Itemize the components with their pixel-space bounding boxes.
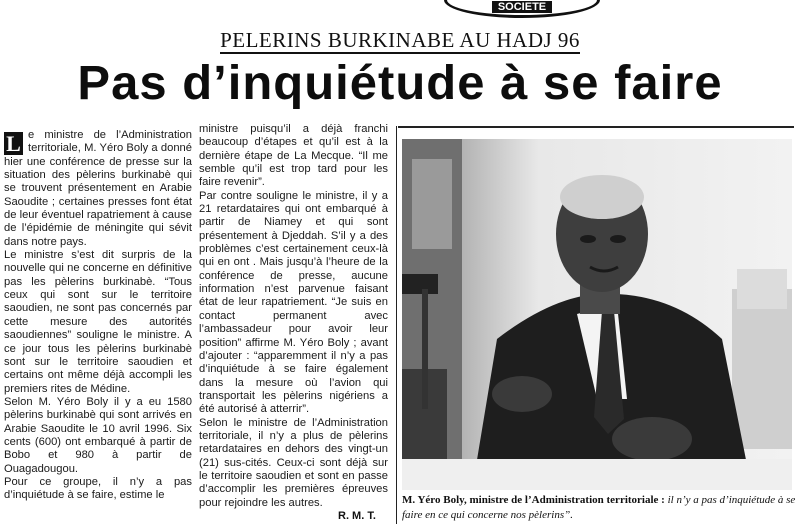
author-signature: R. M. T. (338, 510, 376, 522)
drop-cap: L (4, 132, 23, 155)
rubric-label: SOCIETE (492, 1, 552, 13)
article-column-1 (4, 129, 192, 503)
kicker (0, 28, 800, 53)
col2-paragraph: ministre puisqu’il a déjà franchi beaucoup d’étapes et qu’il est à la dernière étape de La Mecque. “Il me semble qu’il est trop tard pour les faire revenir”. (199, 123, 388, 189)
rubric-tab (444, 0, 600, 18)
kicker-text: PELERINS BURKINABE AU HADJ 96 (220, 28, 580, 52)
photo-caption (402, 493, 796, 523)
col1-paragraph: Selon M. Yéro Boly il y a eu 1580 pèlerins burkinabè qui sont arrivés en Arabie Saoudite le 10 avril 1996. Six cents (600) ont embarqué à partir de Bobo et 980 à partir de Ouagadougou. (4, 395, 192, 475)
col2-paragraph: Par contre souligne le ministre, il y a 21 retardataires qui ont embarqué à partir de Niamey et qui sont présentement à Djeddah. S’il y a des problèmes c’est certainement ceux-là qui en ont . Mais jusqu’à l’heure de la conférence de presse, aucune information n’est parvenue faisant état de leur rapatriement. “Je suis en contact permanent avec l’ambassadeur pour avoir leur position” affirme M. Yéro Boly ; avant d’ajouter : “apparemment il n’y a pas d’inquiétude à se faire également dans la mesure où l’avion qui transportait les pèlerins nigériens a été autorisé à atterrir”. (199, 189, 388, 416)
caption-quote: il n’y a pas d’inquiétude à se faire en ce qui concerne nos pèlerins”. (402, 494, 796, 521)
headline: Pas d’inquiétude à se faire (77, 57, 723, 110)
minister-photo (402, 139, 792, 490)
photo-top-rule (398, 126, 794, 128)
col1-paragraph: e ministre de l’Administration territoriale, M. Yéro Boly a donné hier une conférence de presse sur la situation des pèlerins burkinabè qui se trouvent présentement en Arabie Saoudite ; certaines presses font état de leur éventuel rapatriement à cause de l’épidémie de méningite qui sévit dans notre pays. (4, 129, 192, 248)
col1-paragraph: Le ministre s’est dit surpris de la nouvelle qui ne concerne en définitive pas les pèlerins burkinabè. “Tous ceux qui sont sur le territoire saoudien, ne sont pas concernés par cette mesure des autorités saoudiennes” souligne le ministre. A ce jour tous les pèlerins burkinabè sont sur le territoire saoudien et certains ont même déjà accompli les premiers rites de Médine. (4, 249, 192, 395)
caption-subject: M. Yéro Boly, ministre de l’Administration territoriale : (402, 494, 665, 506)
col2-paragraph: Selon le ministre de l’Administration territoriale, il n’y a plus de pèlerins retardataires en dehors des vingt-un (21) sus-cités. Ceux-ci sont déjà sur le territoire saoudien et sont en passe d’accomplir les premières épreuves pour rejoindre les autres. (199, 416, 388, 509)
article-column-2 (199, 123, 388, 510)
minister-photo-illustration (402, 139, 792, 490)
column-divider-rule (396, 126, 397, 524)
col1-paragraph: Pour ce groupe, il n’y a pas d’inquiétude à se faire, estime le (4, 475, 192, 502)
